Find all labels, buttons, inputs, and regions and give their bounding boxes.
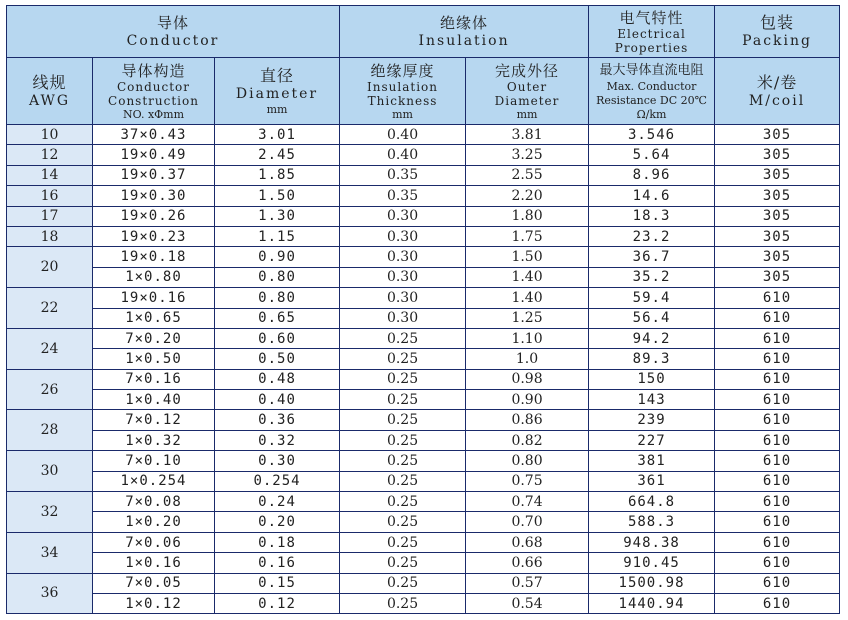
diameter-en: Diameter	[235, 86, 319, 102]
awg-cell: 22	[7, 288, 93, 329]
thickness-cell: 0.30	[340, 247, 466, 267]
awg-cell: 30	[7, 451, 93, 492]
outer-cell: 0.70	[466, 512, 589, 532]
packing-cell: 305	[715, 267, 840, 287]
table-row	[7, 492, 840, 512]
outer-cell: 0.86	[466, 410, 589, 430]
electrical-en-1: Electrical	[617, 26, 686, 41]
awg-cell: 26	[7, 369, 93, 410]
table-row	[7, 267, 840, 287]
outer-cell: 3.25	[466, 145, 589, 165]
resistance-en-1: Max. Conductor	[606, 79, 697, 93]
thickness-cell: 0.25	[340, 573, 466, 593]
diameter-cell: 0.65	[215, 308, 340, 328]
construction-cell: 1×0.50	[93, 349, 215, 369]
diameter-cell: 0.60	[215, 328, 340, 348]
packing-cell: 610	[715, 532, 840, 552]
table-row	[7, 125, 840, 145]
resistance-cell: 588.3	[589, 512, 715, 532]
resistance-cell: 5.64	[589, 145, 715, 165]
table-row	[7, 328, 840, 348]
thickness-en-2: Thickness	[367, 93, 438, 108]
resistance-cell: 23.2	[589, 226, 715, 246]
awg-en: AWG	[28, 92, 71, 109]
resistance-cell: 227	[589, 430, 715, 450]
awg-cell: 10	[7, 125, 93, 145]
construction-cell: 19×0.49	[93, 145, 215, 165]
outer-cell: 0.68	[466, 532, 589, 552]
packing-cell: 610	[715, 492, 840, 512]
awg-cell: 16	[7, 186, 93, 206]
construction-unit: NO. xΦmm	[122, 107, 185, 121]
construction-cell: 1×0.16	[93, 553, 215, 573]
construction-cell: 7×0.20	[93, 328, 215, 348]
packing-cell: 610	[715, 553, 840, 573]
thickness-cell: 0.35	[340, 165, 466, 185]
group-header-row	[7, 6, 840, 58]
packing-cell: 610	[715, 451, 840, 471]
outer-cell: 3.81	[466, 125, 589, 145]
outer-cell: 2.20	[466, 186, 589, 206]
table-row	[7, 247, 840, 267]
table-row	[7, 451, 840, 471]
outer-cell: 0.54	[466, 593, 589, 613]
awg-zh: 线规	[32, 72, 67, 92]
outer-cell: 1.80	[466, 206, 589, 226]
packing-en: Packing	[742, 33, 812, 49]
construction-cell: 7×0.12	[93, 410, 215, 430]
resistance-cell: 143	[589, 390, 715, 410]
packing-cell: 610	[715, 573, 840, 593]
table-row	[7, 471, 840, 491]
outer-cell: 1.40	[466, 288, 589, 308]
thickness-cell: 0.25	[340, 328, 466, 348]
thickness-cell: 0.25	[340, 553, 466, 573]
diameter-cell: 0.50	[215, 349, 340, 369]
outer-cell: 0.80	[466, 451, 589, 471]
diameter-cell: 0.16	[215, 553, 340, 573]
thickness-cell: 0.25	[340, 471, 466, 491]
construction-cell: 1×0.20	[93, 512, 215, 532]
thickness-cell: 0.25	[340, 593, 466, 613]
diameter-cell: 3.01	[215, 125, 340, 145]
outer-cell: 1.75	[466, 226, 589, 246]
awg-cell: 34	[7, 532, 93, 573]
resistance-cell: 56.4	[589, 308, 715, 328]
table-row	[7, 390, 840, 410]
awg-cell: 14	[7, 165, 93, 185]
packing-cell: 610	[715, 593, 840, 613]
resistance-column-header	[589, 58, 715, 125]
packing-cell: 305	[715, 206, 840, 226]
outer-cell: 0.98	[466, 369, 589, 389]
thickness-cell: 0.40	[340, 145, 466, 165]
table-row	[7, 308, 840, 328]
diameter-cell: 0.36	[215, 410, 340, 430]
outer-cell: 0.66	[466, 553, 589, 573]
construction-cell: 19×0.30	[93, 186, 215, 206]
thickness-cell: 0.40	[340, 125, 466, 145]
awg-cell: 17	[7, 206, 93, 226]
awg-cell: 18	[7, 226, 93, 246]
awg-column-header	[7, 58, 93, 125]
construction-cell: 1×0.32	[93, 430, 215, 450]
packing-cell: 610	[715, 328, 840, 348]
resistance-unit: Ω/km	[636, 107, 667, 121]
thickness-cell: 0.25	[340, 451, 466, 471]
diameter-cell: 2.45	[215, 145, 340, 165]
awg-cell: 36	[7, 573, 93, 614]
diameter-cell: 0.80	[215, 267, 340, 287]
resistance-zh: 最大导体直流电阻	[599, 62, 704, 78]
outer-cell: 1.10	[466, 328, 589, 348]
packing-cell: 305	[715, 165, 840, 185]
packing-cell: 610	[715, 308, 840, 328]
construction-cell: 37×0.43	[93, 125, 215, 145]
diameter-cell: 0.18	[215, 532, 340, 552]
construction-en-1: Conductor	[116, 79, 191, 94]
resistance-cell: 664.8	[589, 492, 715, 512]
packing-unit-zh: 米/卷	[756, 72, 798, 92]
resistance-cell: 150	[589, 369, 715, 389]
thickness-cell: 0.25	[340, 410, 466, 430]
resistance-cell: 948.38	[589, 532, 715, 552]
thickness-cell: 0.30	[340, 267, 466, 287]
packing-cell: 305	[715, 125, 840, 145]
outer-cell: 0.75	[466, 471, 589, 491]
construction-cell: 19×0.37	[93, 165, 215, 185]
thickness-cell: 0.25	[340, 492, 466, 512]
resistance-cell: 361	[589, 471, 715, 491]
outer-zh: 完成外径	[495, 61, 560, 80]
electrical-en-2: Properties	[614, 40, 689, 55]
packing-cell: 610	[715, 471, 840, 491]
resistance-cell: 14.6	[589, 186, 715, 206]
resistance-cell: 3.546	[589, 125, 715, 145]
construction-cell: 1×0.80	[93, 267, 215, 287]
diameter-cell: 0.48	[215, 369, 340, 389]
thickness-cell: 0.30	[340, 288, 466, 308]
diameter-cell: 0.254	[215, 471, 340, 491]
construction-cell: 19×0.18	[93, 247, 215, 267]
outer-cell: 1.0	[466, 349, 589, 369]
table-row	[7, 226, 840, 246]
construction-cell: 7×0.10	[93, 451, 215, 471]
diameter-cell: 0.12	[215, 593, 340, 613]
packing-column-header	[715, 58, 840, 125]
resistance-en-2: Resistance DC 20℃	[596, 93, 707, 107]
awg-cell: 32	[7, 492, 93, 533]
packing-cell: 610	[715, 410, 840, 430]
wire-spec-sheet	[6, 5, 839, 618]
outer-cell: 2.55	[466, 165, 589, 185]
resistance-cell: 239	[589, 410, 715, 430]
outer-column-header	[466, 58, 589, 125]
construction-cell: 1×0.65	[93, 308, 215, 328]
resistance-cell: 1440.94	[589, 593, 715, 613]
packing-cell: 610	[715, 430, 840, 450]
conductor-en: Conductor	[126, 32, 220, 49]
construction-zh: 导体构造	[121, 61, 186, 80]
diameter-cell: 1.85	[215, 165, 340, 185]
insulation-en: Insulation	[418, 32, 510, 49]
thickness-cell: 0.25	[340, 349, 466, 369]
construction-cell: 19×0.23	[93, 226, 215, 246]
diameter-cell: 0.80	[215, 288, 340, 308]
thickness-en-1: Insulation	[367, 79, 439, 94]
resistance-cell: 8.96	[589, 165, 715, 185]
outer-cell: 0.82	[466, 430, 589, 450]
resistance-cell: 59.4	[589, 288, 715, 308]
packing-cell: 610	[715, 288, 840, 308]
table-row	[7, 165, 840, 185]
packing-unit-en: M/coil	[748, 92, 806, 109]
thickness-zh: 绝缘厚度	[370, 61, 435, 80]
resistance-cell: 35.2	[589, 267, 715, 287]
outer-unit: mm	[516, 107, 538, 121]
diameter-cell: 0.40	[215, 390, 340, 410]
table-row	[7, 593, 840, 613]
resistance-cell: 381	[589, 451, 715, 471]
construction-column-header	[93, 58, 215, 125]
table-row	[7, 288, 840, 308]
packing-cell: 610	[715, 369, 840, 389]
construction-cell: 7×0.16	[93, 369, 215, 389]
diameter-cell: 1.15	[215, 226, 340, 246]
awg-cell: 28	[7, 410, 93, 451]
diameter-cell: 1.50	[215, 186, 340, 206]
diameter-zh: 直径	[260, 66, 295, 85]
diameter-column-header	[215, 58, 340, 125]
construction-en-2: Construction	[108, 93, 199, 108]
thickness-cell: 0.30	[340, 308, 466, 328]
outer-cell: 0.74	[466, 492, 589, 512]
outer-en-1: Outer	[506, 79, 548, 94]
outer-cell: 0.90	[466, 390, 589, 410]
diameter-unit: mm	[266, 103, 288, 116]
packing-cell: 305	[715, 145, 840, 165]
construction-cell: 7×0.06	[93, 532, 215, 552]
resistance-cell: 910.45	[589, 553, 715, 573]
packing-cell: 610	[715, 349, 840, 369]
diameter-cell: 0.90	[215, 247, 340, 267]
packing-cell: 305	[715, 226, 840, 246]
table-row	[7, 410, 840, 430]
column-header-row	[7, 58, 840, 125]
construction-cell: 19×0.16	[93, 288, 215, 308]
diameter-cell: 0.32	[215, 430, 340, 450]
diameter-cell: 0.30	[215, 451, 340, 471]
conductor-group-header	[7, 6, 340, 58]
outer-cell: 1.25	[466, 308, 589, 328]
resistance-cell: 18.3	[589, 206, 715, 226]
construction-cell: 1×0.12	[93, 593, 215, 613]
thickness-column-header	[340, 58, 466, 125]
table-row	[7, 186, 840, 206]
table-row	[7, 206, 840, 226]
table-row	[7, 532, 840, 552]
resistance-cell: 94.2	[589, 328, 715, 348]
resistance-cell: 1500.98	[589, 573, 715, 593]
electrical-group-header	[589, 6, 715, 58]
wire-spec-table	[6, 5, 840, 614]
thickness-cell: 0.25	[340, 390, 466, 410]
table-body	[7, 125, 840, 614]
packing-cell: 305	[715, 186, 840, 206]
thickness-cell: 0.25	[340, 369, 466, 389]
insulation-zh: 绝缘体	[440, 13, 489, 32]
thickness-cell: 0.30	[340, 226, 466, 246]
thickness-cell: 0.25	[340, 430, 466, 450]
awg-cell: 24	[7, 328, 93, 369]
table-row	[7, 369, 840, 389]
thickness-cell: 0.35	[340, 186, 466, 206]
electrical-zh: 电气特性	[619, 8, 684, 27]
packing-zh: 包装	[760, 13, 795, 32]
construction-cell: 7×0.08	[93, 492, 215, 512]
awg-cell: 20	[7, 247, 93, 288]
packing-cell: 610	[715, 512, 840, 532]
table-row	[7, 553, 840, 573]
construction-cell: 19×0.26	[93, 206, 215, 226]
packing-cell: 305	[715, 247, 840, 267]
outer-en-2: Diameter	[494, 93, 560, 108]
construction-cell: 1×0.254	[93, 471, 215, 491]
outer-cell: 1.40	[466, 267, 589, 287]
outer-cell: 1.50	[466, 247, 589, 267]
awg-cell: 12	[7, 145, 93, 165]
construction-cell: 1×0.40	[93, 390, 215, 410]
resistance-cell: 89.3	[589, 349, 715, 369]
packing-cell: 610	[715, 390, 840, 410]
construction-cell: 7×0.05	[93, 573, 215, 593]
thickness-cell: 0.25	[340, 512, 466, 532]
table-row	[7, 349, 840, 369]
table-row	[7, 145, 840, 165]
conductor-zh: 导体	[157, 13, 190, 32]
diameter-cell: 1.30	[215, 206, 340, 226]
packing-group-header	[715, 6, 840, 58]
table-header	[7, 6, 840, 125]
diameter-cell: 0.24	[215, 492, 340, 512]
outer-cell: 0.57	[466, 573, 589, 593]
thickness-cell: 0.25	[340, 532, 466, 552]
insulation-group-header	[340, 6, 589, 58]
table-row	[7, 573, 840, 593]
resistance-cell: 36.7	[589, 247, 715, 267]
table-row	[7, 512, 840, 532]
diameter-cell: 0.20	[215, 512, 340, 532]
diameter-cell: 0.15	[215, 573, 340, 593]
thickness-cell: 0.30	[340, 206, 466, 226]
table-row	[7, 430, 840, 450]
thickness-unit: mm	[392, 107, 413, 121]
